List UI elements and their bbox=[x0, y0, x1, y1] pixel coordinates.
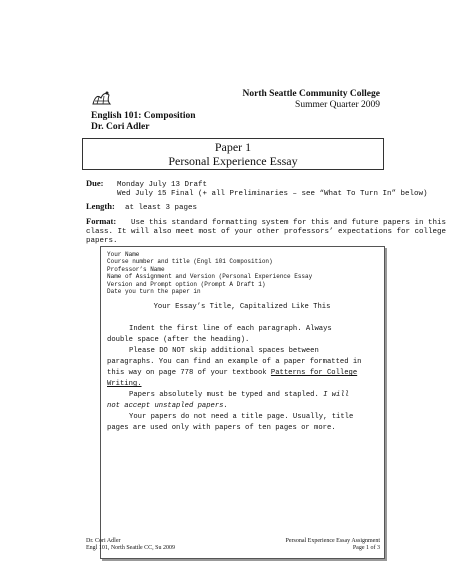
college-logo-icon bbox=[91, 89, 113, 107]
format-label: Format: bbox=[86, 216, 117, 226]
course-title: English 101: Composition bbox=[91, 111, 196, 121]
sample-p3-line2: not accept unstapled papers. bbox=[107, 402, 228, 410]
sample-p2-line3 bbox=[107, 368, 377, 379]
sample-heading-line: Version and Prompt option (Prompt A Draft 1) bbox=[107, 280, 266, 288]
sample-p1-line2: double space (after the heading). bbox=[107, 336, 250, 344]
textbook-title-link-cont: Writing. bbox=[107, 380, 142, 388]
sample-paper-box bbox=[100, 246, 385, 559]
college-name: North Seattle Community College bbox=[242, 89, 380, 99]
footer-left bbox=[86, 538, 175, 552]
format-line-2-row bbox=[86, 225, 446, 237]
footer-assignment: Personal Experience Essay Assignment bbox=[285, 538, 380, 544]
paper-title: Personal Experience Essay bbox=[168, 154, 298, 168]
length-label: Length: bbox=[86, 201, 115, 211]
length-value: at least 3 pages bbox=[125, 204, 198, 212]
due-final-row bbox=[117, 187, 428, 199]
sample-heading-line: Your Name bbox=[107, 251, 140, 258]
sample-p4-line1: Your papers do not need a title page. Usually, title bbox=[129, 413, 354, 421]
sample-p3-italic: I will bbox=[323, 391, 349, 399]
footer-page-number: Page 1 of 3 bbox=[352, 545, 380, 551]
footer-right bbox=[286, 538, 380, 552]
sample-heading-line: Course number and title (Engl 101 Composition) bbox=[107, 258, 273, 266]
instructor-name: Dr. Cori Adler bbox=[91, 122, 150, 132]
sample-p2-line3-text: this way on page 778 of your textbook bbox=[107, 369, 271, 377]
paper-number: Paper 1 bbox=[214, 140, 252, 154]
format-line-3-row bbox=[86, 234, 118, 246]
sample-heading-line: Date you turn the paper in bbox=[107, 288, 201, 296]
footer-author: Dr. Cori Adler bbox=[86, 538, 121, 544]
sample-p2-line1: Please DO NOT skip additional spaces between bbox=[129, 347, 319, 355]
sample-p3-line1 bbox=[107, 390, 377, 401]
sample-heading-block bbox=[107, 251, 312, 295]
quarter-label: Summer Quarter 2009 bbox=[295, 100, 380, 110]
textbook-title-link: Patterns for College bbox=[270, 369, 358, 377]
format-line-3: papers. bbox=[86, 237, 118, 245]
length-section bbox=[86, 201, 197, 213]
sample-body bbox=[107, 302, 377, 434]
format-line-1: Use this standard formatting system for this and future papers in this bbox=[131, 219, 447, 227]
sample-p3-text: Papers absolutely must be typed and stapled. bbox=[129, 391, 324, 399]
due-final: Wed July 15 Final (+ all Preliminaries – see “What To Turn In” below) bbox=[117, 190, 428, 198]
format-line-2: class. It will also meet most of your other professors’ expectations for college bbox=[86, 228, 447, 236]
sample-essay-title: Your Essay’s Title, Capitalized Like This bbox=[153, 303, 331, 311]
college-heading bbox=[243, 89, 380, 111]
sample-p2-line2: paragraphs. You can find an example of a paper formatted in bbox=[107, 358, 362, 366]
sample-p1-line1: Indent the first line of each paragraph. Always bbox=[129, 325, 332, 333]
due-draft: Monday July 13 Draft bbox=[117, 181, 208, 189]
footer-course: Engl 101, North Seattle CC, Su 2009 bbox=[86, 545, 175, 551]
due-label: Due: bbox=[86, 178, 104, 188]
sample-p4-line2: pages are used only with papers of ten pages or more. bbox=[107, 424, 336, 432]
sample-heading-line: Professor’s Name bbox=[107, 265, 165, 273]
sample-heading-line: Name of Assignment and Version (Personal Experience Essay bbox=[107, 273, 313, 281]
assignment-title-box bbox=[82, 138, 384, 170]
course-heading bbox=[91, 111, 196, 133]
